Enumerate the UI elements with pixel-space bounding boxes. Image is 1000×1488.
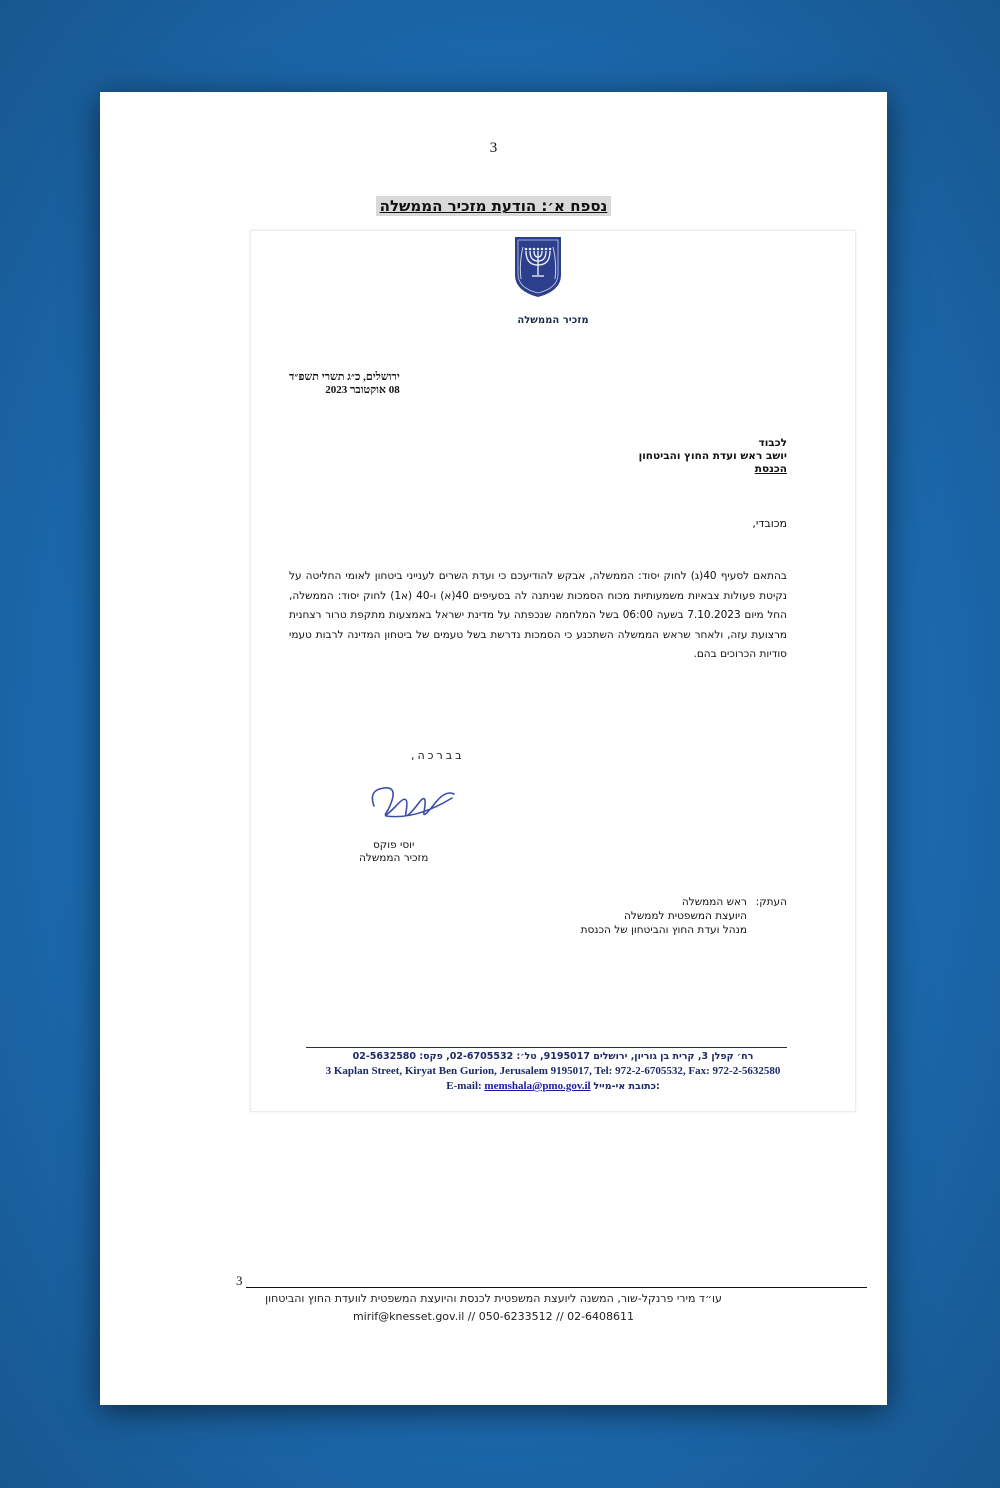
salutation: מכובדי,	[752, 517, 787, 530]
date-gregorian: 08 אוקטובר 2023	[325, 384, 400, 396]
signer-block	[359, 839, 428, 865]
recipient-name: יושב ראש ועדת החוץ והביטחון	[638, 450, 787, 462]
footer-email-label: E-mail:	[446, 1080, 482, 1092]
cc-block	[581, 895, 787, 937]
office-name: מזכיר הממשלה	[517, 315, 589, 326]
signer-title: מזכיר הממשלה	[359, 852, 429, 864]
page-number-bottom: 3	[236, 1273, 243, 1288]
footer-email-label-hebrew: כתובת אי-מייל:	[593, 1081, 660, 1092]
date-hebrew: ירושלים, כ״ג תשרי תשפ״ד	[289, 371, 400, 383]
cc-label: העתק:	[755, 896, 787, 908]
footer-address-hebrew: רח׳ קפלן 3, קרית בן גוריון, ירושלים 9195017, טל׳: 02-6705532, פקס: 02-5632580	[352, 1051, 754, 1062]
footer-email-link[interactable]: memshala@pmo.gov.il	[484, 1080, 591, 1092]
letter-footer	[251, 1049, 855, 1094]
author-line: עו״ד מירי פרנקל-שור, המשנה ליועצת המשפטית לכנסת והיועצת המשפטית לוועדת החוץ והביטחון	[265, 1292, 722, 1305]
author-info	[100, 1290, 887, 1326]
appendix-title	[100, 196, 887, 215]
document-page	[100, 92, 887, 1405]
closing: בברכה,	[411, 749, 465, 762]
recipient-label: לכבוד	[758, 437, 787, 449]
signature-icon	[366, 776, 461, 826]
cc-item: היועצת המשפטית לממשלה	[624, 910, 747, 922]
signer-name: יוסי פוקס	[372, 839, 415, 851]
bottom-divider	[246, 1287, 867, 1288]
cc-item: מנהל ועדת החוץ והביטחון של הכנסת	[580, 924, 747, 936]
contact-line: mirif@knesset.gov.il // 050-6233512 // 02-6408611	[352, 1310, 635, 1323]
government-letter	[250, 230, 856, 1112]
page-number-top: 3	[489, 140, 498, 156]
appendix-title-text: נספח א׳: הודעת מזכיר הממשלה	[376, 196, 612, 216]
letter-body: בהתאם לסעיף 40(ג) לחוק יסוד: הממשלה, אבקש להודיעכם כי ועדת השרים לענייני ביטחון לאומי החליטה על נקיטת פעולות צבאיות משמעותיות מכוח הסמכות שניתנה לה בסעיפים 40(א) ו-40 (א1) לחוק יסוד: הממשלה, החל מיום 7.10.2023 בשעה 06:00 בשל המלחמה שנכפתה על מדינת ישראל באמצעות מתקפת טרור רצחנית מרצועת עזה, ולאחר שראש הממשלה השתכנע כי הסמכות נדרשת בשל טעמים של ביטחון המדינה לרבות טעמי סודיות הכרוכים בהם.	[289, 570, 788, 660]
footer-address-english: 3 Kaplan Street, Kiryat Ben Gurion, Jerusalem 9195017, Tel: 972-2-6705532, Fax: 972-2-5632580	[325, 1065, 781, 1077]
date-block	[289, 371, 400, 397]
state-emblem-icon	[511, 235, 565, 299]
footer-divider	[306, 1047, 787, 1048]
cc-item: ראש הממשלה	[681, 896, 747, 908]
recipient-block	[639, 437, 787, 476]
recipient-org: הכנסת	[754, 463, 787, 475]
